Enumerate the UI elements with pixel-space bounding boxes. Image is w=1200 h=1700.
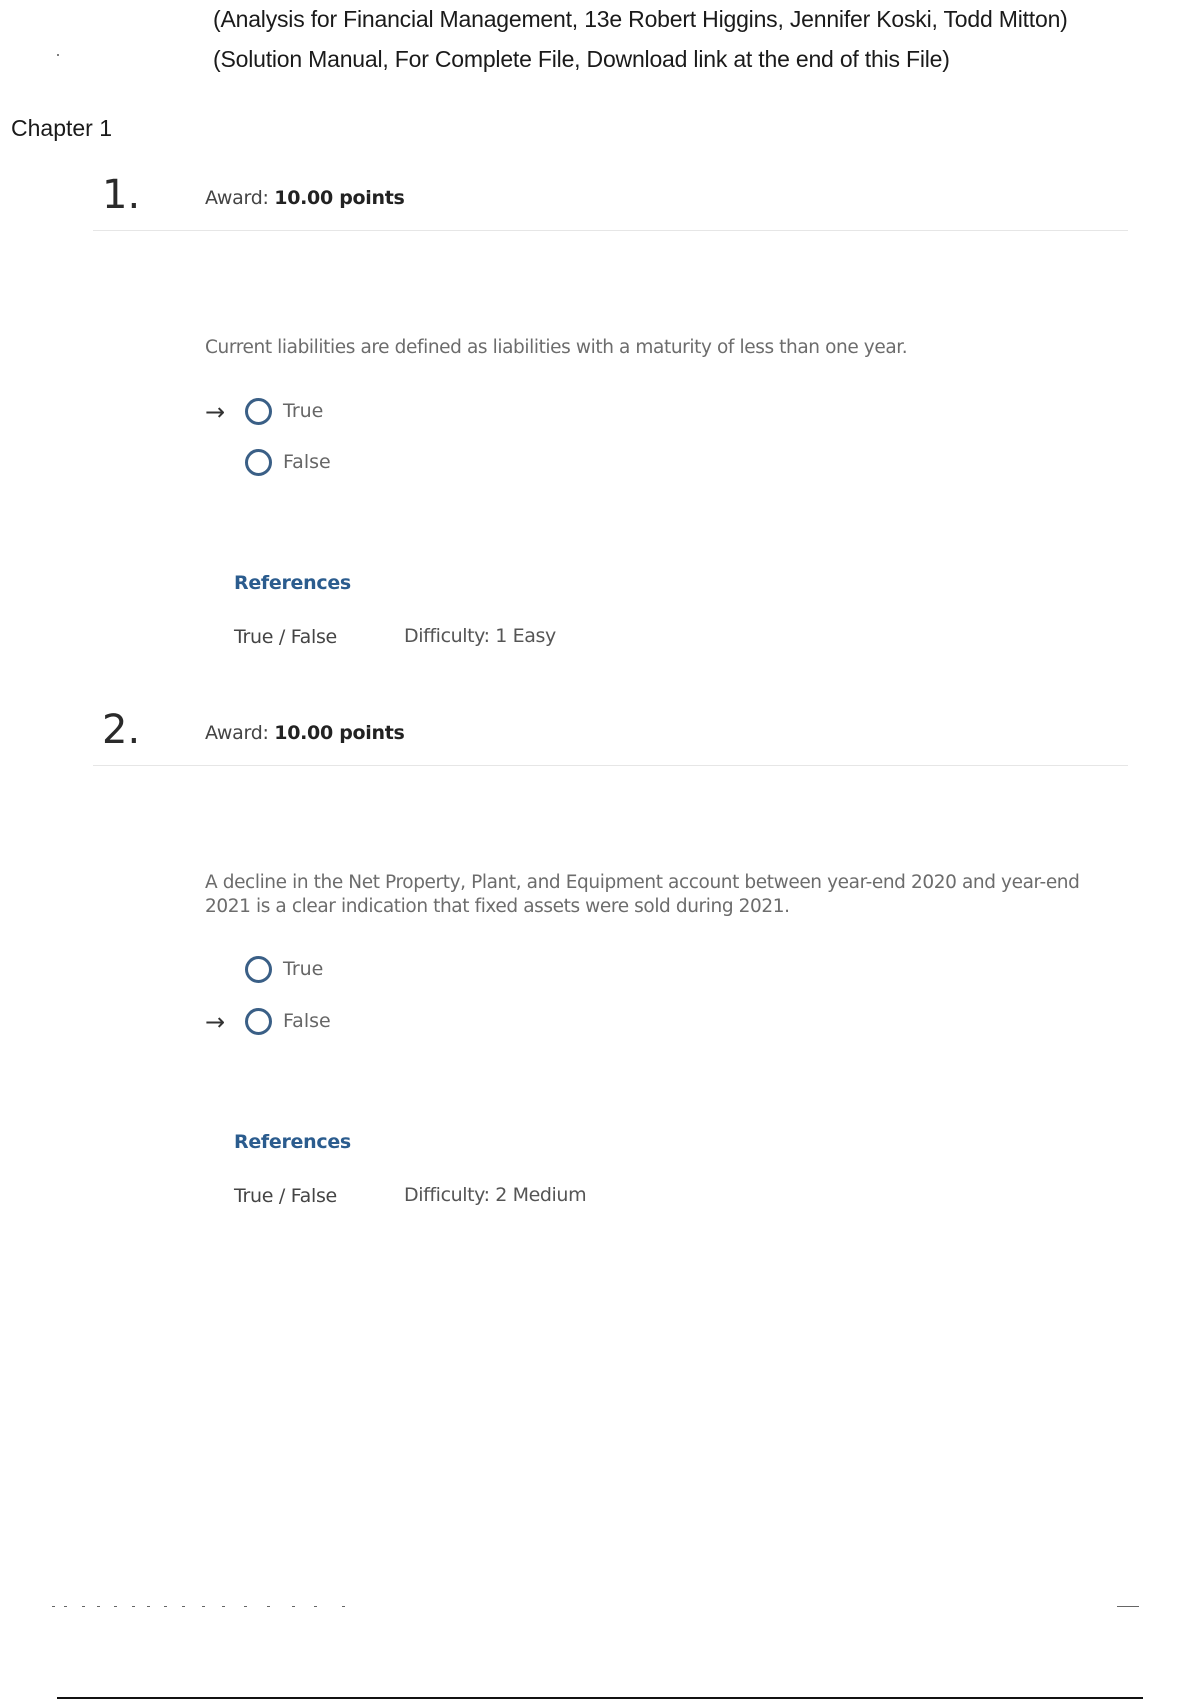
radio-button[interactable] [245, 956, 272, 983]
award-value: 10.00 points [274, 722, 405, 744]
document-header-line-2: (Solution Manual, For Complete File, Download link at the end of this File) [213, 46, 950, 72]
reference-difficulty: Difficulty: 2 Medium [404, 1184, 587, 1206]
references-link[interactable]: References [234, 572, 351, 594]
question-block [0, 535, 1200, 1207]
award-label: Award: [205, 187, 275, 209]
question-number: 2. [102, 707, 141, 753]
option-label: True [283, 400, 324, 422]
answer-option-false[interactable] [205, 449, 405, 479]
radio-button[interactable] [245, 1008, 272, 1035]
chapter-title: Chapter 1 [11, 115, 113, 141]
option-label: False [283, 451, 331, 473]
answer-option-false[interactable] [205, 1008, 405, 1038]
question-prompt: Current liabilities are defined as liabilities with a maturity of less than one year. [205, 337, 908, 358]
answer-option-true[interactable] [205, 956, 405, 986]
document-header-line-1: (Analysis for Financial Management, 13e Robert Higgins, Jennifer Koski, Todd Mitton) [213, 6, 1068, 32]
radio-button[interactable] [245, 398, 272, 425]
right-arrow-icon: → [205, 398, 226, 426]
question-prompt: A decline in the Net Property, Plant, and Equipment account between year-end 2020 and year-end 2021 is a clear indication that fixed assets were sold during 2021. [205, 872, 1080, 917]
award-text [205, 187, 405, 209]
option-label: True [283, 958, 324, 980]
page-bottom-rule [57, 1697, 1143, 1699]
option-label: False [283, 1010, 331, 1032]
footer-faded-text [52, 1606, 1147, 1610]
references-link[interactable]: References [234, 1131, 351, 1153]
answer-option-true[interactable] [205, 398, 405, 428]
question-number: 1. [102, 172, 141, 218]
question-divider [93, 230, 1128, 231]
award-text [205, 722, 405, 744]
question-divider [93, 765, 1128, 766]
question-block [0, 0, 1200, 648]
award-label: Award: [205, 722, 275, 744]
reference-type: True / False [234, 626, 337, 648]
right-arrow-icon: → [205, 1008, 226, 1036]
award-value: 10.00 points [274, 187, 405, 209]
reference-difficulty: Difficulty: 1 Easy [404, 625, 556, 647]
radio-button[interactable] [245, 449, 272, 476]
reference-type: True / False [234, 1185, 337, 1207]
